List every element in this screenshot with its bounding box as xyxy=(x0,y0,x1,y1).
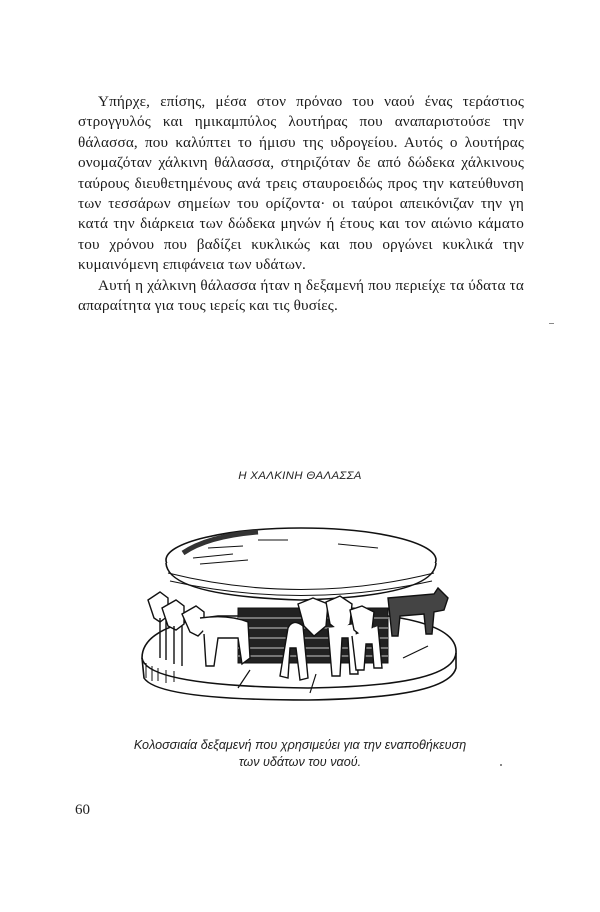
paragraph-1: Υπήρχε, επίσης, μέσα στον πρόναο του ναού ένας τεράστιος στρογγυλός και ημικαμπύλος λουτήρας που αναπαριστούσε την θάλασσα, που καλύπτει το ήμισυ της υδρογείου. Αυτός ο λουτήρας ονομαζόταν χάλκινη θάλασσα, στηριζόταν δε από δώδεκα χάλκινους ταύρους διευθετημένους ανά τρεις σταυροειδώς προς την κατεύθυνση των τεσσάρων σημείων του ορίζοντα· οι ταύροι απεικόνιζαν την γη κατά την διάρκεια των δώδεκα μηνών ή έτους και τον αιώνιο κάματο του χρόνου που βαδίζει κυκλικώς και που οργώνει κυκλικά την κυμαινόμενη επιφάνεια των υδάτων. xyxy=(78,93,524,274)
bowl xyxy=(166,528,436,600)
caption-line-1: Κολοσσιαία δεξαμενή που χρησιμεύει για την εναποθήκευση xyxy=(133,738,467,752)
page-number: 60 xyxy=(75,802,90,818)
paragraph-2: Αυτή η χάλκινη θάλασσα ήταν η δεξαμενή που περιείχε τα ύδατα τα απαραίτητα για τους ιερείς και τις θυσίες. xyxy=(78,276,524,315)
print-speck xyxy=(500,764,502,766)
figure-title: Η ΧΑΛΚΙΝΗ ΘΑΛΑΣΣΑ xyxy=(238,470,362,482)
figure-caption xyxy=(70,737,530,771)
bronze-sea-drawing xyxy=(138,518,468,708)
print-speck xyxy=(549,323,554,324)
body-text xyxy=(78,92,524,316)
bronze-sea-illustration xyxy=(138,518,468,708)
caption-line-2: των υδάτων του ναού. xyxy=(238,755,362,769)
